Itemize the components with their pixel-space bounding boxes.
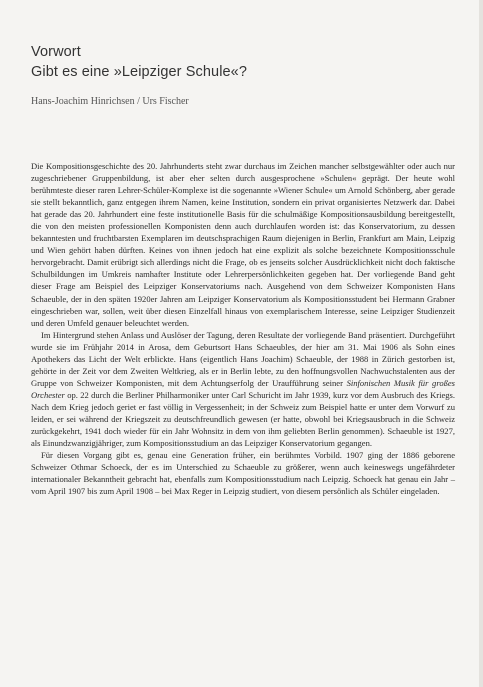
work-title: Sinfonischen Musik für großes Orchester: [31, 377, 455, 400]
paragraph-2-text-start: Im Hintergrund stehen Anlass und Auslöser der Tagung, deren Resultate der vorliegende Band präsentiert. Durchgeführt wurde sie im Frühjahr 2014 in Arosa, dem Geburtsort Hans Schaeubles, der hier am 31. Mai 1906 als Sohn eines Apothekers das Licht der Welt erblickte. Hans (eigentlich Hans Joachim) Schaeuble, der 1988 in Zürich gestorben ist, gehörte in der Zeit vor dem Zweiten Weltkrieg, als er in Berlin lebte, zu den hoffnungsvollen Nachwuchstalenten aus der Gruppe von Schweizer Komponisten, mit dem Achtungserfolg der Uraufführung seiner: [31, 329, 455, 388]
paragraph-2-text-end: op. 22 durch die Berliner Philharmoniker unter Carl Schuricht im Jahr 1939, kurz vor dem Ausbruch des Kriegs. Nach dem Krieg jedoch geriet er fast völlig in Vergessenheit; in der Schweiz zum Beispiel hatte er unter dem Vorwurf zu leiden, er sei während der Kriegszeit zu deutschfreundlich gewesen (er hatte, obwohl bei Kriegsausbruch in die Schweiz zurückgekehrt, 1941 doch wieder für ein Jahr Wohnsitz in dem von ihm geliebten Berlin genommen). Schaeuble ist 1927, als Einundzwanzigjähriger, zum Kompositionsstudium an das Leipziger Konservatorium gegangen.: [31, 389, 455, 449]
paragraph-3-text: Für diesen Vorgang gibt es, genau eine Generation früher, ein berühmtes Vorbild. 1907 ging der 1886 geborene Schweizer Othmar Schoeck, der es im Unterschied zu Schaeuble zu größerer, wenn auch keineswegs ungefährdeter internationaler Bekanntheit gebracht hat, ebenfalls zum Kompositionsstudium nach Leipzig. Schoeck hat genau ein Jahr – vom April 1907 bis zum April 1908 – bei Max Reger in Leipzig studiert, von diesem persönlich als Schüler eingeladen.: [31, 450, 455, 497]
section-heading: Vorwort: [31, 44, 81, 60]
paragraph-1-text: Die Kompositionsgeschichte des 20. Jahrhunderts steht zwar durchaus im Zeichen mancher selbstgewählter oder auch nur zugeschriebener Gruppenbildung, ist aber eher selten durch ausgesprochene »Schulen« geprägt. Der heute wohl berühmteste dieser raren Lehrer-Schüler-Komplexe ist die sogenannte »Wiener Schule« um Arnold Schönberg, aber gerade sie stellt bekanntlich, ganz entgegen ihrem Namen, keine Institution, sondern ein privat organisiertes Netzwerk dar. Dabei hat gerade das 20. Jahrhundert eine feste institutionelle Basis für die schulmäßige Kompositionsausbildung bereitgestellt, die von den meisten professionellen Komponisten denn auch durchlaufen worden ist: das Konservatorium, zu dessen bekanntesten und fruchtbarsten Exemplaren im deutschsprachigen Raum diejenigen in Berlin, Frankfurt am Main, Leipzig und Wien gehört haben dürften. Keines von ihnen jedoch hat eine explizit als solche bezeichnete Kompositionsschule hervorgebracht. Damit erübrigt sich allerdings nicht die Frage, ob es jenseits solcher Ausdrücklichkeit nicht doch faktische Schulbildungen im Umkreis namhafter Institute oder Lehrerpersönlichkeiten gegeben hat. Der vorliegende Band geht dieser Frage am Beispiel des Leipziger Konservatoriums nach. Ausgehend von dem Schweizer Komponisten Hans Schaeuble, der in den späten 1920er Jahren am Leipziger Konservatorium als Kompositionsstudent bei Hermann Grabner eingeschrieben war, sollen, weit über diesen Einzelfall hinaus von exemplarischem Interesse, seine Leipziger Studienzeit und deren Umfeld genauer beleuchtet werden.: [31, 161, 455, 328]
authors-line: Hans-Joachim Hinrichsen / Urs Fischer: [31, 96, 189, 107]
paragraph-2: [31, 329, 455, 449]
paragraph-1: [31, 160, 455, 329]
body-text: [31, 160, 455, 497]
paragraph-3: [31, 449, 455, 497]
page-edge: [479, 0, 483, 687]
chapter-header: [31, 42, 451, 82]
chapter-title: Gibt es eine »Leipziger Schule«?: [31, 64, 248, 80]
